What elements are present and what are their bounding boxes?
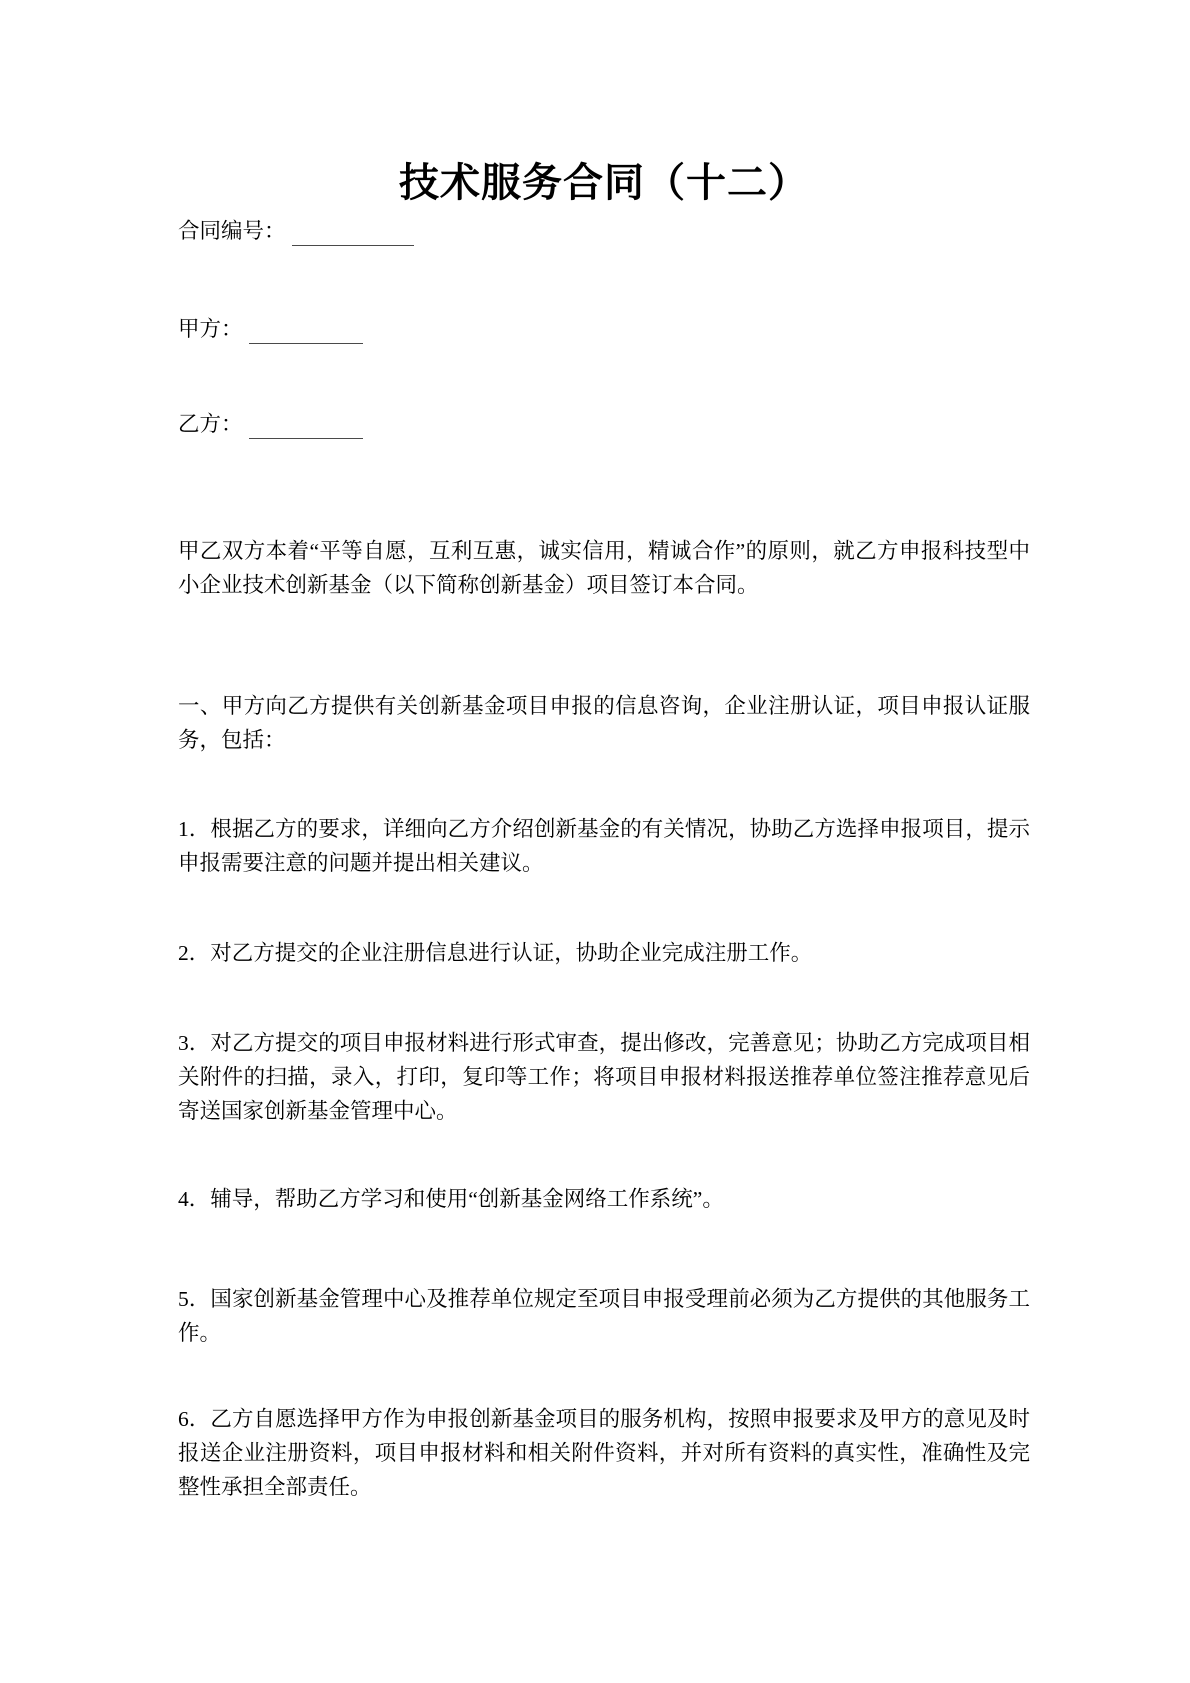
- contract-number-line: [178, 214, 1030, 248]
- clause-item-2: 2．对乙方提交的企业注册信息进行认证，协助企业完成注册工作。: [178, 941, 813, 965]
- clause-item-6: 6．乙方自愿选择甲方作为申报创新基金项目的服务机构，按照申报要求及甲方的意见及时报送企业注册资料，项目申报材料和相关附件资料，并对所有资料的真实性，准确性及完整性承担全部责任。: [178, 1407, 1030, 1499]
- clause-item-5: 5．国家创新基金管理中心及推荐单位规定至项目申报受理前必须为乙方提供的其他服务工作。: [178, 1287, 1030, 1345]
- clause-item-4: 4．辅导，帮助乙方学习和使用“创新基金网络工作系统”。: [178, 1187, 724, 1211]
- party-b-blank: [249, 413, 363, 439]
- section-1-heading: 一、甲方向乙方提供有关创新基金项目申报的信息咨询，企业注册认证，项目申报认证服务，包括：: [178, 694, 1030, 752]
- document-content: [178, 158, 1030, 1504]
- clause-item-1: 1．根据乙方的要求，详细向乙方介绍创新基金的有关情况，协助乙方选择申报项目，提示申报需要注意的问题并提出相关建议。: [178, 817, 1030, 875]
- contract-number-label: 合同编号：: [178, 219, 286, 243]
- party-a-line: [178, 312, 1030, 346]
- party-a-blank: [249, 318, 363, 344]
- contract-number-blank: [292, 220, 414, 246]
- document-title: 技术服务合同（十二）: [399, 160, 809, 205]
- party-b-label: 乙方：: [178, 412, 243, 436]
- party-b-line: [178, 407, 1030, 441]
- preamble-paragraph: 甲乙双方本着“平等自愿，互利互惠，诚实信用，精诚合作”的原则，就乙方申报科技型中小企业技术创新基金（以下简称创新基金）项目签订本合同。: [178, 539, 1030, 597]
- clause-item-3: 3．对乙方提交的项目申报材料进行形式审查，提出修改，完善意见；协助乙方完成项目相关附件的扫描，录入，打印，复印等工作；将项目申报材料报送推荐单位签注推荐意见后寄送国家创新基金管理中心。: [178, 1031, 1030, 1123]
- party-a-label: 甲方：: [178, 317, 243, 341]
